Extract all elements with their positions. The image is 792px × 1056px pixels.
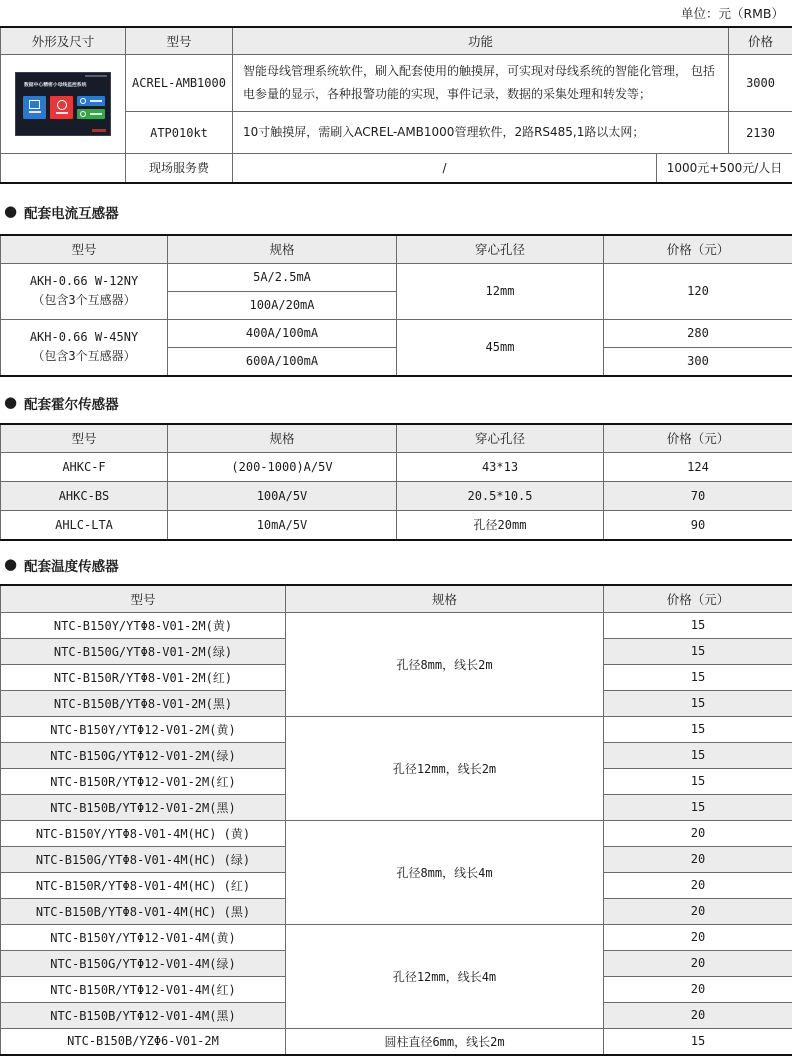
price-cell: 1000元+500元/人日 bbox=[657, 154, 792, 183]
model-cell: 现场服务费 bbox=[126, 154, 233, 183]
model-cell: NTC-B150B/YTΦ8-V01-4M(HC) (黑) bbox=[1, 898, 286, 924]
screen-title: 数据中心精密小母线监控系统 bbox=[24, 81, 86, 88]
model-cell: NTC-B150Y/YTΦ12-V01-2M(黄) bbox=[1, 716, 286, 742]
header-row bbox=[1, 585, 792, 613]
model-cell: NTC-B150B/YTΦ12-V01-4M(黑) bbox=[1, 1002, 286, 1028]
main-product-table bbox=[0, 26, 792, 184]
spec-cell: 圆柱直径6mm，线长2m bbox=[286, 1028, 604, 1055]
price-cell: 20 bbox=[604, 976, 792, 1002]
table-row bbox=[1, 452, 792, 481]
price-cell: 15 bbox=[604, 742, 792, 768]
bullet-icon: ● bbox=[4, 395, 17, 410]
bullet-icon: ● bbox=[4, 204, 17, 219]
price-cell: 20 bbox=[604, 898, 792, 924]
price-cell: 2130 bbox=[729, 112, 792, 154]
table-row bbox=[1, 612, 792, 638]
col-header-spec: 规格 bbox=[286, 585, 604, 613]
monitor-tile bbox=[23, 96, 46, 119]
hole-cell: 45mm bbox=[397, 319, 604, 376]
model-cell: NTC-B150B/YTΦ12-V01-2M(黑) bbox=[1, 794, 286, 820]
model-cell: NTC-B150G/YTΦ8-V01-2M(绿) bbox=[1, 638, 286, 664]
acrel-logo bbox=[92, 129, 106, 132]
price-cell: 15 bbox=[604, 690, 792, 716]
price-cell: 20 bbox=[604, 1002, 792, 1028]
model-line1: AKH-0.66 W-45NY bbox=[5, 328, 163, 347]
function-cell: 智能母线管理系统软件，刷入配套使用的触摸屏，可实现对母线系统的智能化管理， 包括电参量的显示，各种报警功能的实现，事件记录，数据的采集处理和转发等； bbox=[233, 55, 729, 112]
hole-cell: 20.5*10.5 bbox=[397, 481, 604, 510]
gear-icon bbox=[80, 98, 86, 104]
spec-cell: 孔径8mm，线长2m bbox=[286, 612, 604, 716]
price-cell: 15 bbox=[604, 612, 792, 638]
model-cell: NTC-B150B/YZΦ6-V01-2M bbox=[1, 1028, 286, 1055]
table-row bbox=[1, 263, 792, 291]
model-cell bbox=[1, 263, 168, 319]
col-header-price: 价格（元） bbox=[604, 424, 792, 453]
model-cell: NTC-B150G/YTΦ12-V01-4M(绿) bbox=[1, 950, 286, 976]
hole-cell: 孔径20mm bbox=[397, 510, 604, 540]
unit-note: 单位：元（RMB） bbox=[0, 0, 792, 19]
hall-sensor-table bbox=[0, 423, 792, 541]
price-cell: 20 bbox=[604, 950, 792, 976]
model-cell: NTC-B150G/YTΦ12-V01-2M(绿) bbox=[1, 742, 286, 768]
section-title-temp-sensor bbox=[4, 555, 792, 575]
spec-cell: 孔径8mm，线长4m bbox=[286, 820, 604, 924]
section-title-current-transformer bbox=[4, 202, 792, 222]
hole-cell: 43*13 bbox=[397, 452, 604, 481]
price-cell: 20 bbox=[604, 872, 792, 898]
model-cell: NTC-B150Y/YTΦ12-V01-4M(黄) bbox=[1, 924, 286, 950]
price-cell: 70 bbox=[604, 481, 792, 510]
col-header-hole: 穿心孔径 bbox=[397, 235, 604, 264]
table-row bbox=[1, 481, 792, 510]
screen-status-bar bbox=[85, 75, 107, 77]
header-row bbox=[1, 424, 792, 453]
spec-cell: 600A/100mA bbox=[168, 347, 397, 376]
spec-cell: (200-1000)A/5V bbox=[168, 452, 397, 481]
header-row bbox=[1, 235, 792, 264]
price-cell: 20 bbox=[604, 846, 792, 872]
section-title-text: 配套电流互感器 bbox=[24, 202, 119, 222]
price-cell: 15 bbox=[604, 716, 792, 742]
temp-sensor-table bbox=[0, 584, 792, 1056]
tile-label bbox=[56, 112, 68, 114]
table-row bbox=[1, 510, 792, 540]
model-cell: ACREL-AMB1000 bbox=[126, 55, 233, 112]
spec-cell: 5A/2.5mA bbox=[168, 263, 397, 291]
model-cell bbox=[1, 319, 168, 376]
model-line2: （包含3个互感器） bbox=[5, 291, 163, 310]
table-row bbox=[1, 924, 792, 950]
hole-cell: 12mm bbox=[397, 263, 604, 319]
info-icon bbox=[80, 111, 86, 117]
spec-cell: 孔径12mm，线长2m bbox=[286, 716, 604, 820]
table-row bbox=[1, 154, 792, 183]
model-cell: NTC-B150R/YTΦ8-V01-4M(HC) (红) bbox=[1, 872, 286, 898]
function-cell: / bbox=[233, 154, 657, 183]
price-cell: 15 bbox=[604, 664, 792, 690]
price-cell: 124 bbox=[604, 452, 792, 481]
price-cell: 120 bbox=[604, 263, 792, 319]
model-cell: AHKC-BS bbox=[1, 481, 168, 510]
search-tile bbox=[50, 96, 73, 119]
model-cell: NTC-B150G/YTΦ8-V01-4M(HC) (绿) bbox=[1, 846, 286, 872]
model-cell: NTC-B150B/YTΦ8-V01-2M(黑) bbox=[1, 690, 286, 716]
table-row bbox=[1, 55, 792, 112]
table-row bbox=[1, 319, 792, 347]
col-header-spec: 规格 bbox=[168, 235, 397, 264]
price-cell: 20 bbox=[604, 924, 792, 950]
product-photo bbox=[15, 72, 111, 136]
table-row bbox=[1, 716, 792, 742]
col-header-function: 功能 bbox=[233, 27, 729, 55]
section-title-text: 配套霍尔传感器 bbox=[24, 393, 119, 413]
col-header-hole: 穿心孔径 bbox=[397, 424, 604, 453]
table-row bbox=[1, 820, 792, 846]
model-cell: NTC-B150Y/YTΦ8-V01-4M(HC) (黄) bbox=[1, 820, 286, 846]
col-header-model: 型号 bbox=[1, 235, 168, 264]
model-cell: AHLC-LTA bbox=[1, 510, 168, 540]
col-header-spec: 规格 bbox=[168, 424, 397, 453]
col-header-price: 价格（元） bbox=[604, 235, 792, 264]
empty-cell bbox=[1, 154, 126, 183]
tile-label bbox=[90, 113, 102, 115]
model-line1: AKH-0.66 W-12NY bbox=[5, 272, 163, 291]
model-cell: AHKC-F bbox=[1, 452, 168, 481]
price-cell: 20 bbox=[604, 820, 792, 846]
price-cell: 15 bbox=[604, 1028, 792, 1055]
col-header-price: 价格（元） bbox=[604, 585, 792, 613]
section-title-text: 配套温度传感器 bbox=[24, 555, 119, 575]
settings-tile bbox=[77, 96, 105, 106]
main-table-header-row bbox=[1, 27, 792, 55]
magnifier-icon bbox=[57, 100, 67, 110]
col-header-model: 型号 bbox=[1, 585, 286, 613]
col-header-price: 价格 bbox=[729, 27, 792, 55]
tile-label bbox=[29, 111, 41, 113]
table-row bbox=[1, 1028, 792, 1055]
model-line2: （包含3个互感器） bbox=[5, 347, 163, 366]
current-transformer-table bbox=[0, 234, 792, 377]
model-cell: NTC-B150Y/YTΦ8-V01-2M(黄) bbox=[1, 612, 286, 638]
col-header-appearance: 外形及尺寸 bbox=[1, 27, 126, 55]
spec-cell: 孔径12mm，线长4m bbox=[286, 924, 604, 1028]
price-cell: 300 bbox=[604, 347, 792, 376]
price-cell: 15 bbox=[604, 794, 792, 820]
model-cell: ATP010kt bbox=[126, 112, 233, 154]
spec-cell: 100A/20mA bbox=[168, 291, 397, 319]
spec-cell: 100A/5V bbox=[168, 481, 397, 510]
tile-label bbox=[90, 100, 102, 102]
spec-cell: 10mA/5V bbox=[168, 510, 397, 540]
price-cell: 15 bbox=[604, 768, 792, 794]
info-tile bbox=[77, 109, 105, 119]
col-header-model: 型号 bbox=[126, 27, 233, 55]
spec-cell: 400A/100mA bbox=[168, 319, 397, 347]
bullet-icon: ● bbox=[4, 557, 17, 572]
model-cell: NTC-B150R/YTΦ8-V01-2M(红) bbox=[1, 664, 286, 690]
model-cell: NTC-B150R/YTΦ12-V01-2M(红) bbox=[1, 768, 286, 794]
model-cell: NTC-B150R/YTΦ12-V01-4M(红) bbox=[1, 976, 286, 1002]
function-cell: 10寸触摸屏，需刷入ACREL-AMB1000管理软件，2路RS485,1路以太网； bbox=[233, 112, 729, 154]
price-cell: 15 bbox=[604, 638, 792, 664]
col-header-model: 型号 bbox=[1, 424, 168, 453]
monitor-icon bbox=[29, 100, 40, 109]
price-cell: 90 bbox=[604, 510, 792, 540]
price-cell: 3000 bbox=[729, 55, 792, 112]
price-cell: 280 bbox=[604, 319, 792, 347]
product-image-cell bbox=[1, 55, 126, 154]
section-title-hall-sensor bbox=[4, 393, 792, 413]
